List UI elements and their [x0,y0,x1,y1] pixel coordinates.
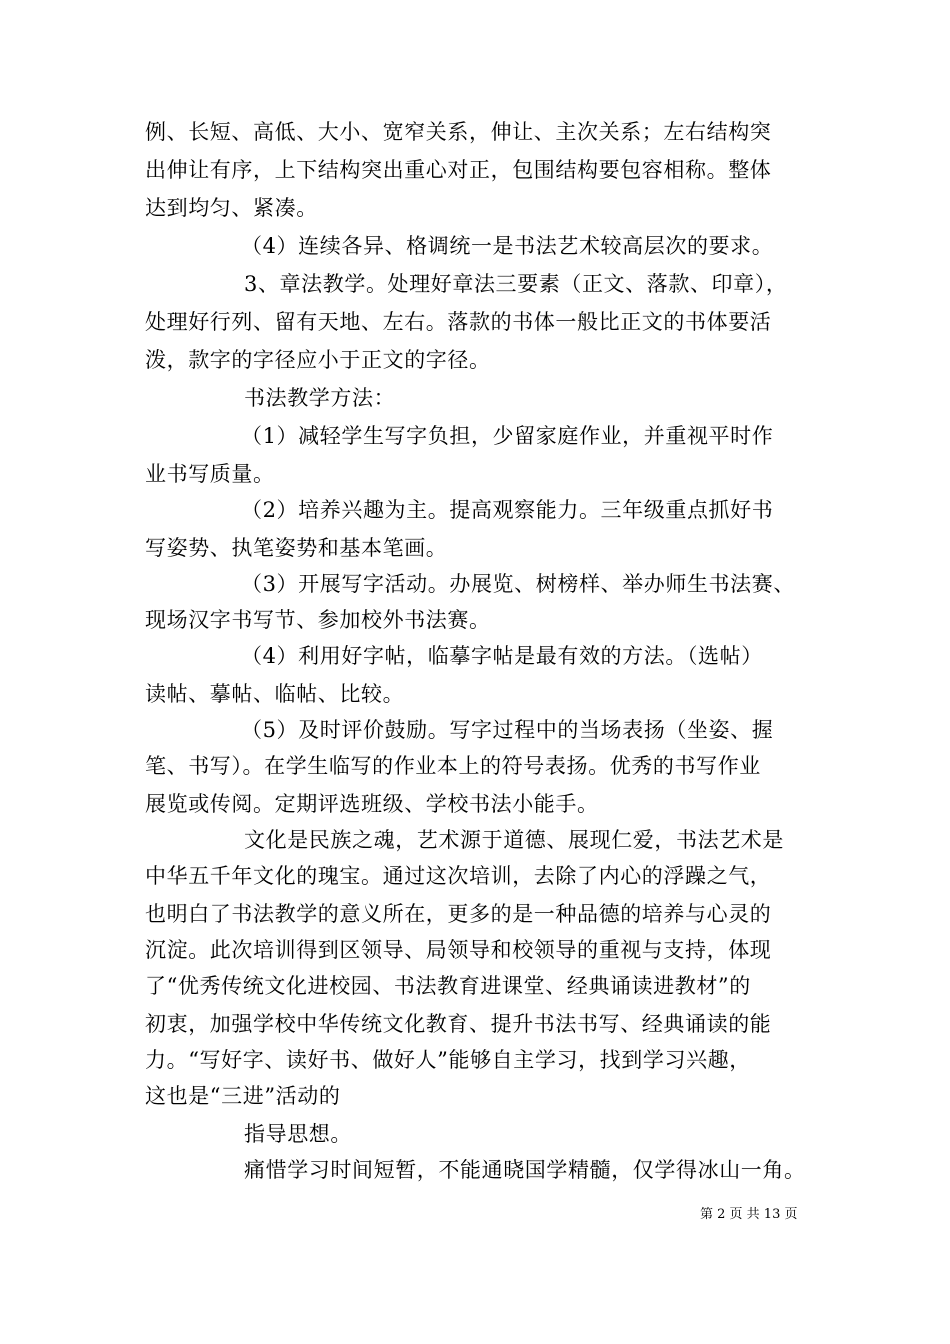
text-line: 也明白了书法教学的意义所在，更多的是一种品德的培养与心灵的 [145,902,772,926]
text-line: 力。“写好字、读好书、做好人”能够自主学习，找到学习兴趣， [145,1048,751,1072]
text-line: （1）减轻学生写字负担，少留家庭作业，并重视平时作 [241,424,774,448]
text-line: 达到均匀、紧凑。 [145,196,318,220]
text-line: 处理好行列、留有天地、左右。落款的书体一般比正文的书体要活 [145,310,772,334]
text-line: 读帖、摹帖、临帖、比较。 [145,682,405,706]
section-heading: 书法教学方法： [244,386,396,410]
page-number: 第 2 页 共 13 页 [700,1207,798,1222]
text-line: 现场汉字书写节、参加校外书法赛。 [145,608,491,632]
text-line: 痛惜学习时间短暂，不能通晓国学精髓，仅学得冰山一角。 [244,1158,806,1182]
text-line: （2）培养兴趣为主。提高观察能力。三年级重点抓好书 [241,498,774,522]
text-line: 了“优秀传统文化进校园、书法教育进课堂、经典诵读进教材”的 [145,974,751,998]
text-line: （4）连续各异、格调统一是书法艺术较高层次的要求。 [241,234,774,258]
text-line: 这也是“三进”活动的 [145,1084,341,1108]
text-line: 泼，款字的字径应小于正文的字径。 [145,348,491,372]
text-line: 笔、书写）。在学生临写的作业本上的符号表扬。优秀的书写作业 [145,754,761,778]
text-line: 指导思想。 [244,1122,352,1146]
text-line: 出伸让有序，上下结构突出重心对正，包围结构要包容相称。整体 [145,158,772,182]
text-line: 文化是民族之魂，艺术源于道德、展现仁爱，书法艺术是 [244,828,784,852]
text-line: 沉淀。此次培训得到区领导、局领导和校领导的重视与支持，体现 [145,938,772,962]
text-line: 初衷，加强学校中华传统文化教育、提升书法书写、经典诵读的能 [145,1012,772,1036]
text-line: 写姿势、执笔姿势和基本笔画。 [145,536,448,560]
text-line: （5）及时评价鼓励。写字过程中的当场表扬（坐姿、握 [241,718,774,742]
text-line: 3、章法教学。处理好章法三要素（正文、落款、印章）， [244,272,788,296]
text-line: 展览或传阅。定期评选班级、学校书法小能手。 [145,792,599,816]
text-line: （3）开展写字活动。办展览、树榜样、举办师生书法赛、 [241,572,795,596]
text-line: 中华五千年文化的瑰宝。通过这次培训，去除了内心的浮躁之气， [145,864,772,888]
text-line: （4）利用好字帖，临摹字帖是最有效的方法。（选帖） [241,644,763,668]
text-line: 例、长短、高低、大小、宽窄关系，伸让、主次关系；左右结构突 [145,120,772,144]
text-line: 业书写质量。 [145,462,275,486]
